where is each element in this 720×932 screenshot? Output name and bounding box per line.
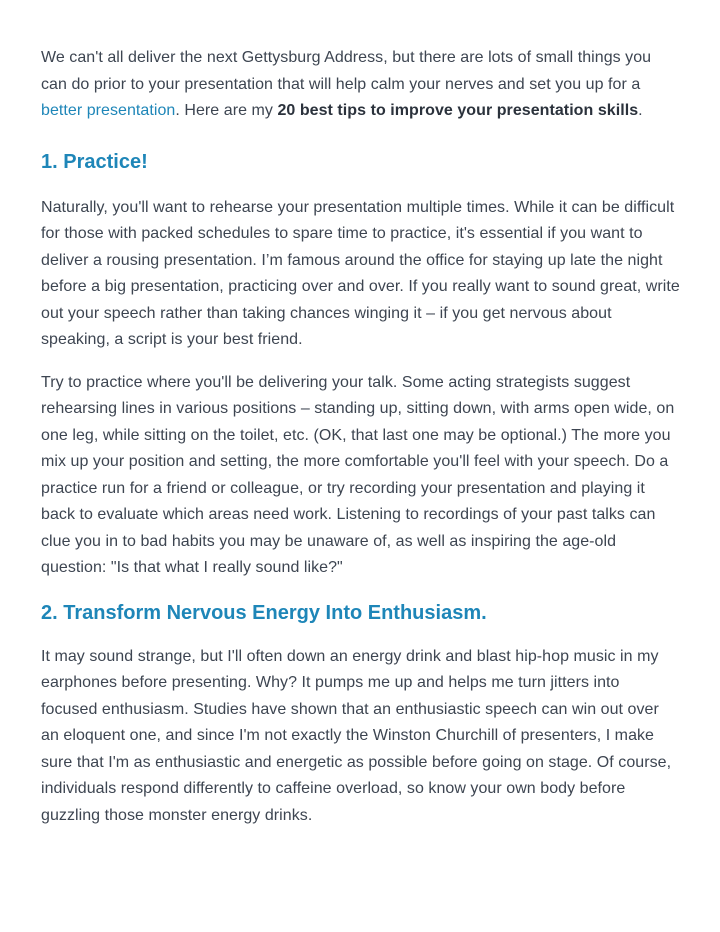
- section-heading-practice: 1. Practice!: [41, 150, 148, 173]
- better-presentation-link[interactable]: better presentation: [41, 102, 176, 119]
- section-paragraph: Naturally, you'll want to rehearse your presentation multiple times. While it can be difficult for those with packed schedules to spare time to practice, it's essential if you want to deliver a rousing presentation. I’m famous around the office for staying up late the night before a big presentation, practicing over and over. If you really want to sound great, write out your speech rather than taking chances winging it – if you get nervous about speaking, a script is your best friend.: [41, 198, 680, 348]
- intro-text-after-link: . Here are my: [175, 102, 278, 119]
- section-heading-enthusiasm: 2. Transform Nervous Energy Into Enthusiasm.: [41, 601, 487, 624]
- intro-paragraph: [41, 45, 680, 125]
- section-paragraph: Try to practice where you'll be delivering your talk. Some acting strategists suggest rehearsing lines in various positions – standing up, sitting down, with arms open wide, on one leg, while sitting on the toilet, etc. (OK, that last one may be optional.) The more you mix up your position and setting, the more comfortable you'll feel with your speech. Do a practice run for a friend or colleague, or try recording your presentation and playing it back to evaluate which areas need work. Listening to recordings of your past talks can clue you in to bad habits you may be unaware of, as well as inspiring the age-old question: "Is that what I really sound like?": [41, 373, 675, 576]
- intro-bold-text: 20 best tips to improve your presentation skills: [277, 102, 639, 119]
- intro-text-end: .: [638, 102, 643, 119]
- section-paragraph: It may sound strange, but I'll often down an energy drink and blast hip-hop music in my earphones before presenting. Why? It pumps me up and helps me turn jitters into focused enthusiasm. Studies have shown that an enthusiastic speech can win out over an eloquent one, and since I'm not exactly the Winston Churchill of presenters, I make sure that I'm as enthusiastic and energetic as possible before going on stage. Of course, individuals respond differently to caffeine overload, so know your own body before guzzling those monster energy drinks.: [41, 647, 672, 824]
- intro-text: We can't all deliver the next Gettysburg Address, but there are lots of small things you can do prior to your presentation that will help calm your nerves and set you up for a: [41, 49, 652, 93]
